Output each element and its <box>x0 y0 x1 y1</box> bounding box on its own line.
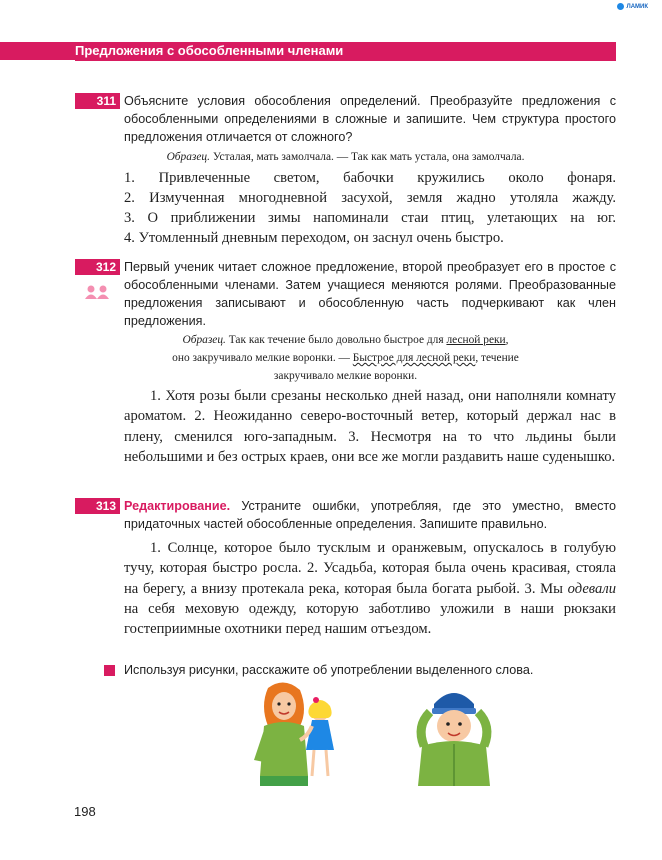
exercise-312-instruction: Первый ученик читает сложное предложение, второй преобразует его в простое с обособленными членами. Затем учащиеся меняются ролями. Преобразованные предложения записывают и обособленную часть подчеркивают как член предложения. <box>124 260 616 328</box>
list-item: 1. Привлеченные светом, бабочки кружились около фонаря. <box>124 170 616 186</box>
logo-text: ЛАМИК <box>626 3 648 10</box>
list-item: 4. Утомленный дневным переходом, он заснул очень быстро. <box>124 230 504 246</box>
sample-punct: , течение <box>475 352 519 364</box>
sample-text: Усталая, мать замолчала. — Так как мать устала, она замолчала. <box>212 151 525 163</box>
exercise-311-list <box>124 168 616 248</box>
sample-underlined: лесной реки <box>446 334 506 346</box>
sample-line2: оно закручивало мелкие воронки. — <box>172 352 353 364</box>
girl-with-doll-illustration <box>250 680 350 792</box>
exercise-312-sample <box>75 331 616 385</box>
logo-icon <box>617 3 624 10</box>
header-rule <box>75 60 616 61</box>
sample-label: Образец. <box>182 334 226 346</box>
exercise-number-311: 311 <box>75 93 120 109</box>
paragraph-text: 1. Хотя розы были срезаны несколько дней назад, они наполняли комнату ароматом. 2. Неожиданно северо-восточный ветер, который держал нас в плену, сменился юго-западным. 3. Несмотря на то что льдины были небольшими и без острых краев, они все же могли раздавить наше суденышко. <box>124 388 616 465</box>
exercise-313-instruction <box>124 497 616 533</box>
exercise-313-paragraph <box>124 538 616 639</box>
editing-label: Редактирование. <box>124 499 231 513</box>
square-bullet-icon <box>104 665 115 676</box>
exercise-312-paragraph <box>124 386 616 467</box>
exercise-number-313: 313 <box>75 498 120 514</box>
list-item: 2. Измученная многодневной засухой, земля жадно утоляла жажду. <box>124 190 616 206</box>
exercise-311-instruction: Объясните условия обособления определений. Преобразуйте предложения с обособленными определениями в сложные и запишите. Чем структура простого предложения отличается от сложного? <box>124 94 616 144</box>
instruction-text: Устраните ошибки, употребляя, где это уместно, вместо придаточных частей обособленные определения. Запишите правильно. <box>124 499 617 531</box>
paragraph-text: на себя меховую одежду, которую заботливо уложили в наши рюкзаки гостеприимные охотники перед нашим отъездом. <box>124 600 616 638</box>
list-item: 3. О приближении зимы напоминали стаи птиц, улетающих на юг. <box>124 210 616 226</box>
exercise-number-312: 312 <box>75 259 120 275</box>
exercise-311-sample <box>75 148 616 166</box>
extra-task: Используя рисунки, расскажите об употреблении выделенного слова. <box>124 663 534 677</box>
pair-work-icon <box>83 285 111 299</box>
boy-with-hat-illustration <box>408 682 500 794</box>
sample-punct: , <box>505 334 509 346</box>
publisher-logo <box>617 3 648 10</box>
sample-wavy: Быстрое для лесной реки <box>352 352 476 364</box>
sample-line1: Так как течение было довольно быстрое для <box>228 334 447 346</box>
sample-line3: закручивало мелкие воронки. <box>273 370 418 382</box>
section-title: Предложения с обособленными членами <box>75 43 344 58</box>
page-number: 198 <box>74 804 96 819</box>
paragraph-text: 1. Солнце, которое было тусклым и оранжевым, опускалось в голубую тучу, которая быстро росла. 2. Усадьба, которая была очень красивая, стояла на берегу, а внизу протекала река, которая была богата рыбой. 3. Мы <box>124 540 616 597</box>
highlighted-word: одевали <box>567 580 616 597</box>
sample-label: Образец. <box>166 151 210 163</box>
